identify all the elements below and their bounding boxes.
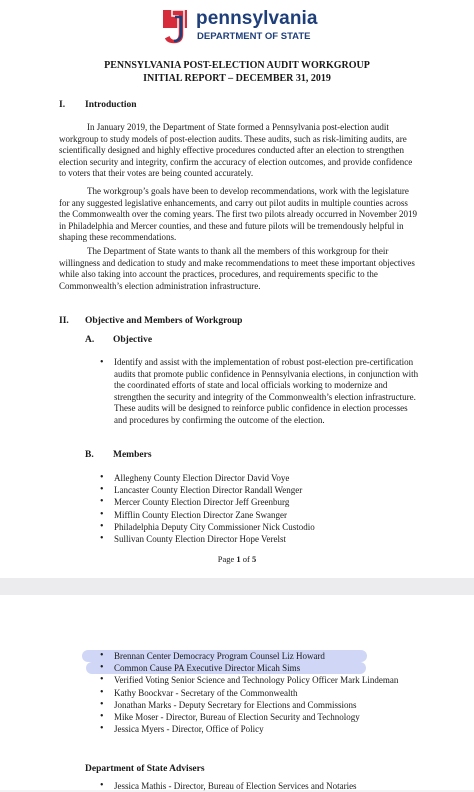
report-title: PENNSYLVANIA POST-ELECTION AUDIT WORKGROUP bbox=[104, 60, 370, 71]
report-subtitle: INITIAL REPORT – DECEMBER 31, 2019 bbox=[143, 73, 331, 84]
members-list bbox=[100, 472, 420, 545]
page-number bbox=[0, 554, 474, 564]
list-item: • Kathy Boockvar - Secretary of the Commonwealth bbox=[100, 687, 440, 699]
subsection-b-letter: B. bbox=[85, 450, 94, 460]
list-item: • Mike Moser - Director, Bureau of Election Security and Technology bbox=[100, 711, 440, 723]
list-item: • Philadelphia Deputy City Commissioner Nick Custodio bbox=[100, 521, 420, 533]
page-number-prefix: Page bbox=[217, 554, 237, 564]
section-2-number: II. bbox=[59, 316, 69, 326]
page-number-mid: of bbox=[240, 554, 252, 564]
objective-list bbox=[100, 357, 422, 426]
subsection-a-heading: Objective bbox=[113, 335, 153, 345]
section-1-heading: Introduction bbox=[85, 100, 137, 110]
list-item: • Verified Voting Senior Science and Technology Policy Officer Mark Lindeman bbox=[100, 674, 440, 686]
section-1-number: I. bbox=[59, 100, 66, 110]
list-item: • Brennan Center Democracy Program Counsel Liz Howard bbox=[100, 650, 440, 662]
intro-paragraph-1: In January 2019, the Department of State formed a Pennsylvania post-election audit workgroup to study models of post-election audits. These audits, such as risk-limiting audits, are scientifically designed and highly effective procedures conducted after an election to strengthen election security and integrity, confirm the accuracy of election outcomes, and provide confidence to voters that their votes are being counted accurately. bbox=[59, 122, 413, 178]
list-item: • Allegheny County Election Director David Voye bbox=[100, 472, 420, 484]
list-item: • Identify and assist with the implementation of robust post-election pre-certification audits that promote public confidence in Pennsylvania elections, in conjunction with the coordinated efforts of state and local officials working to modernize and strengthen the security and integrity of the Commonwealth’s election infrastructure. These audits will be designed to reinforce public confidence in election processes and procedures by confirming the outcome of the election. bbox=[100, 357, 422, 426]
pa-dos-logo bbox=[160, 8, 350, 46]
logo-wordmark: pennsylvania bbox=[196, 8, 318, 29]
list-item: • Mercer County Election Director Jeff Greenburg bbox=[100, 496, 420, 508]
keystone-logo-icon bbox=[160, 8, 190, 46]
list-item: • Common Cause PA Executive Director Micah Sims bbox=[100, 662, 440, 674]
advisers-heading: Department of State Advisers bbox=[85, 764, 205, 774]
logo-subtitle: DEPARTMENT OF STATE bbox=[197, 31, 311, 42]
page-number-total: 5 bbox=[252, 554, 257, 564]
page-separator bbox=[0, 578, 474, 595]
list-item: • Jonathan Marks - Deputy Secretary for Elections and Commissions bbox=[100, 699, 440, 711]
list-item: • Lancaster County Election Director Randall Wenger bbox=[100, 484, 420, 496]
members-list-continued bbox=[100, 650, 440, 735]
subsection-b-heading: Members bbox=[113, 450, 152, 460]
list-item: • Jessica Myers - Director, Office of Policy bbox=[100, 723, 440, 735]
intro-paragraph-2: The workgroup’s goals have been to develop recommendations, work with the legislature for any suggested legislative enhancements, and carry out pilot audits in multiple counties across the Commonwealth over the coming years. The first two pilots already occurred in November 2019 in Philadelphia and Mercer counties, and these and future pilots will be tremendously helpful in shaping these recommendations. bbox=[59, 186, 417, 242]
subsection-a-letter: A. bbox=[85, 335, 95, 345]
list-item: • Sullivan County Election Director Hope Verelst bbox=[100, 533, 420, 545]
advisers-list bbox=[100, 780, 420, 792]
list-item: • Jessica Mathis - Director, Bureau of Election Services and Notaries bbox=[100, 780, 420, 792]
intro-paragraph-3: The Department of State wants to thank all the members of this workgroup for their willingness and dedication to study and make recommendations to meet these important objectives while also taking into account the practices, procedures, and requirements specific to the Commonwealth’s election administration infrastructure. bbox=[59, 246, 415, 291]
page-number-current: 1 bbox=[236, 554, 241, 564]
section-2-heading: Objective and Members of Workgroup bbox=[85, 316, 243, 326]
list-item: • Mifflin County Election Director Zane Swanger bbox=[100, 509, 420, 521]
